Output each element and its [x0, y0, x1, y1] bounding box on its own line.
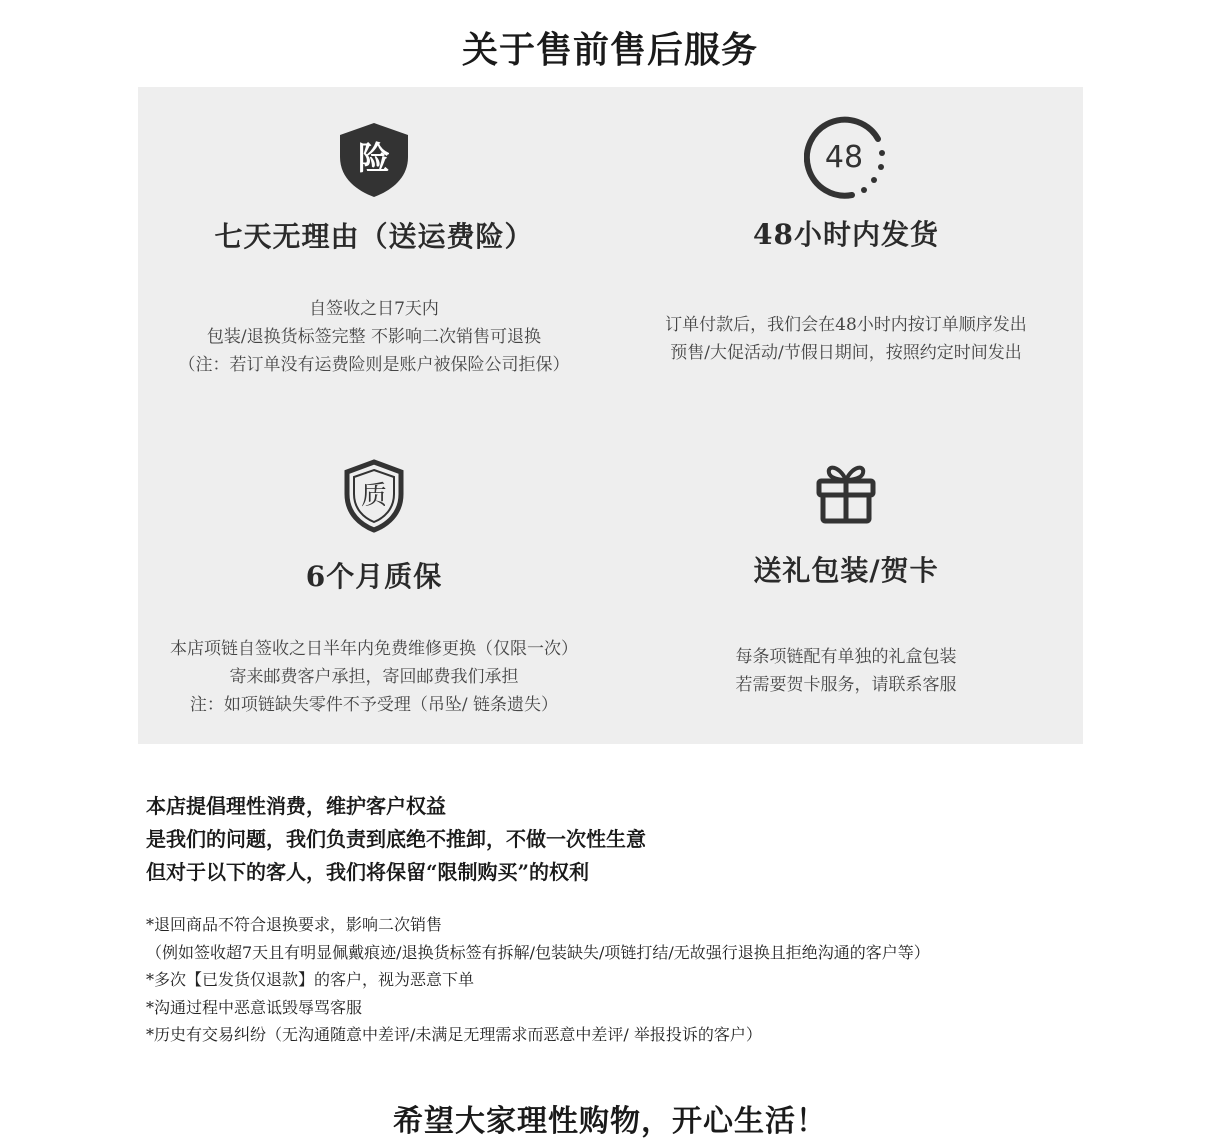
purchase-policy-notice [146, 790, 930, 1049]
service-title: 6个月质保 [305, 560, 443, 593]
48-hour-timer-icon [804, 115, 888, 199]
service-line: （注：若订单没有运费险则是账户被保险公司拒保） [178, 355, 570, 375]
svg-text:48: 48 [824, 140, 864, 175]
service-card-48h-shipping [610, 115, 1082, 367]
svg-text:险: 险 [357, 139, 391, 177]
service-card-gift-wrap [610, 459, 1082, 699]
service-card-seven-day-return [138, 121, 610, 379]
policy-statement [146, 790, 930, 889]
policy-statement-line: 本店提倡理性消费，维护客户权益 [146, 794, 446, 818]
service-line: 本店项链自签收之日半年内免费维修更换（仅限一次） [170, 639, 578, 659]
restriction-item: *退回商品不符合退换要求，影响二次销售 [146, 915, 443, 934]
service-line: 包装/退换货标签完整 不影响二次销售可退换 [206, 327, 542, 347]
restriction-list [146, 911, 930, 1049]
service-description [138, 635, 610, 719]
quality-shield-icon [343, 459, 405, 533]
service-description [610, 311, 1082, 367]
service-line: 订单付款后，我们会在48小时内按订单顺序发出 [665, 315, 1027, 335]
service-line: 寄来邮费客户承担，寄回邮费我们承担 [229, 667, 519, 687]
restriction-item: （例如签收超7天且有明显佩戴痕迹/退换货标签有拆解/包装缺失/项链打结/无故强行退换且拒绝沟通的客户等） [146, 942, 930, 962]
restriction-item: *沟通过程中恶意诋毁辱骂客服 [146, 997, 363, 1017]
service-line: 预售/大促活动/节假日期间，按照约定时间发出 [670, 343, 1022, 363]
service-line: 每条项链配有单独的礼盒包装 [735, 647, 957, 667]
gift-box-icon [815, 459, 877, 525]
closing-message: 希望大家理性购物，开心生活！ [393, 1104, 827, 1139]
service-title: 七天无理由（送运费险） [214, 220, 534, 253]
service-title: 48小时内发货 [753, 218, 939, 251]
svg-text:质: 质 [360, 481, 388, 511]
page-title: 关于售前售后服务 [461, 29, 758, 71]
service-line: 自签收之日7天内 [309, 299, 439, 319]
service-line: 若需要贺卡服务，请联系客服 [735, 675, 957, 695]
insurance-shield-icon [338, 121, 410, 199]
service-title: 送礼包装/贺卡 [753, 554, 939, 587]
policy-statement-line: 是我们的问题，我们负责到底绝不推卸，不做一次性生意 [146, 827, 646, 851]
service-description [610, 643, 1082, 699]
service-card-warranty [138, 459, 610, 719]
service-line: 注：如项链缺失零件不予受理（吊坠/ 链条遗失） [189, 695, 559, 715]
service-description [138, 295, 610, 379]
restriction-item: *历史有交易纠纷（无沟通随意中差评/未满足无理需求而恶意中差评/ 举报投诉的客户） [146, 1025, 762, 1044]
service-panel [138, 87, 1083, 744]
policy-statement-line: 但对于以下的客人，我们将保留“限制购买”的权利 [146, 860, 590, 884]
restriction-item: *多次【已发货仅退款】的客户，视为恶意下单 [146, 970, 475, 989]
